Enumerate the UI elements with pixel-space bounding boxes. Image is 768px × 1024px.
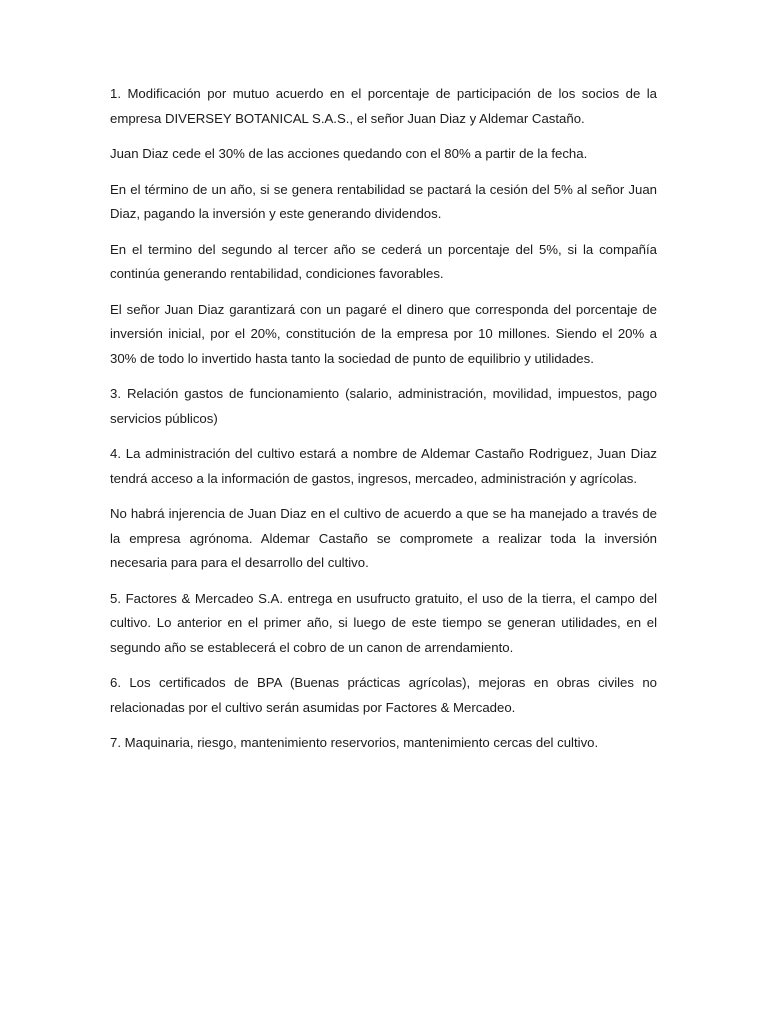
paragraph-item-3-operating-expenses: 3. Relación gastos de funcionamiento (salario, administración, movilidad, impuestos, pago servicios públicos) (110, 386, 657, 426)
paragraph-second-third-year-cession: En el termino del segundo al tercer año se cederá un porcentaje del 5%, si la compañía continúa generando rentabilidad, condiciones favorables. (110, 241, 657, 281)
paragraph-item-7-machinery: 7. Maquinaria, riesgo, mantenimiento reservorios, mantenimiento cercas del cultivo. (110, 735, 599, 750)
paragraph-item-1-participation-change: 1. Modificación por mutuo acuerdo en el porcentaje de participación de los socios de la empresa DIVERSEY BOTANICAL S.A.S., el señor Juan Diaz y Aldemar Castaño. (110, 86, 657, 126)
paragraph-share-transfer: Juan Diaz cede el 30% de las acciones quedando con el 80% a partir de la fecha. (110, 146, 588, 161)
paragraph-item-5-usufruct: 5. Factores & Mercadeo S.A. entrega en usufructo gratuito, el uso de la tierra, el campo del cultivo. Lo anterior en el primer año, si luego de este tiempo se generan utilidades, en el segundo año se establecerá el cobro de un canon de arrendamiento. (110, 590, 657, 655)
paragraph-promissory-note: El señor Juan Diaz garantizará con un pagaré el dinero que corresponda del porcentaje de inversión inicial, por el 20%, constitución de la empresa por 10 millones. Siendo el 20% a 30% de todo lo invertido hasta tanto la sociedad de punto de equilibrio y utilidades. (110, 301, 657, 366)
paragraph-item-6-bpa-certificates: 6. Los certificados de BPA (Buenas prácticas agrícolas), mejoras en obras civiles no relacionadas por el cultivo serán asumidas por Factores & Mercadeo. (110, 675, 657, 715)
paragraph-item-4-crop-administration: 4. La administración del cultivo estará a nombre de Aldemar Castaño Rodriguez, Juan Diaz tendrá acceso a la información de gastos, ingresos, mercadeo, administración y agrícolas. (110, 446, 657, 486)
document-page (110, 82, 657, 767)
paragraph-first-year-cession: En el término de un año, si se genera rentabilidad se pactará la cesión del 5% al señor Juan Diaz, pagando la inversión y este generando dividendos. (110, 181, 657, 221)
paragraph-no-interference: No habrá injerencia de Juan Diaz en el cultivo de acuerdo a que se ha manejado a través de la empresa agrónoma. Aldemar Castaño se compromete a realizar toda la inversión necesaria para para el desarrollo del cultivo. (110, 506, 657, 570)
